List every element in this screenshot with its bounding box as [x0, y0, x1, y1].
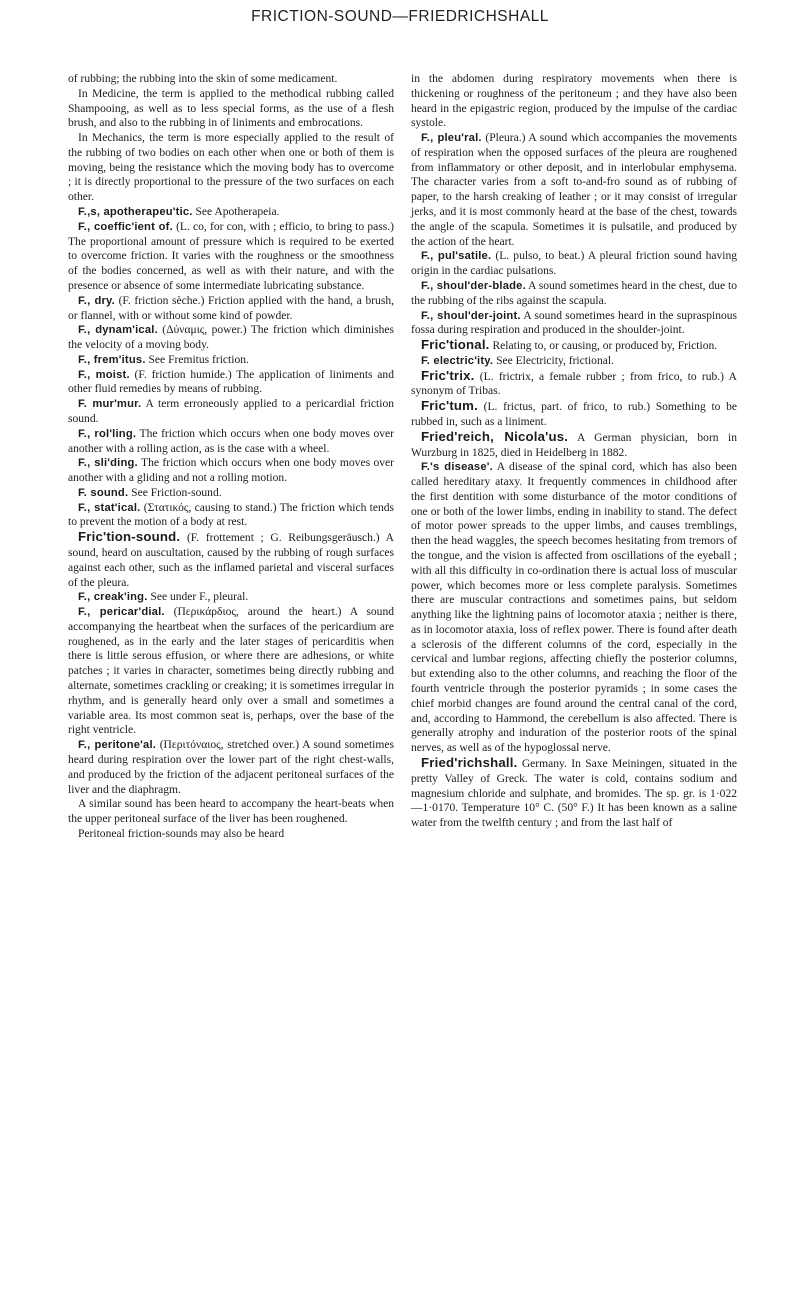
sub-entry [411, 131, 737, 249]
sub-entry [68, 205, 394, 220]
body-paragraph [68, 827, 394, 842]
sub-entry [68, 456, 394, 486]
main-entry [411, 338, 737, 354]
entry-text: Peritoneal friction-sounds may also be heard [78, 827, 285, 840]
sub-entry [411, 460, 737, 756]
entry-text: (L. frictus, part. of frico, to rub.) Something to be rubbed in, such as a liniment. [411, 401, 737, 428]
left-column [68, 72, 394, 842]
entry-headword: F.'s disease'. [421, 461, 493, 474]
entry-headword: F., shoul'der-blade. [421, 279, 526, 292]
entry-text: See under F., pleural. [147, 591, 249, 604]
entry-headword: Fric'trix. [421, 367, 475, 383]
entry-text: See Apotherapeia. [192, 206, 280, 219]
entry-text: in the abdomen during respiratory movements when there is thickening or roughness of the peritoneum ; and they have also been heard in the epigastric region, produced by the impulse of the cardiac systole. [411, 73, 737, 130]
main-entry [411, 756, 737, 831]
sub-entry [68, 590, 394, 605]
entry-headword: F., pul'satile. [421, 250, 492, 263]
entry-text: (F. friction humide.) The application of liniments and other fluid remedies by means of rubbing. [68, 368, 394, 396]
entry-headword: F., dynam'ical. [78, 324, 158, 337]
continued-paragraph [411, 72, 737, 131]
entry-text: A sound sometimes heard in the supraspinous fossa during respiration and produced in the shoulder-joint. [411, 309, 738, 337]
main-entry [411, 399, 737, 430]
entry-headword: F., creak'ing. [78, 591, 148, 604]
entry-text: (Pleura.) A sound which accompanies the movements of respiration when the opposed surfaces of the pleura are roughened from inflammatory or other deposit, and in interlobular emphysema. The character varies from a soft to-and-fro sound as of rubbing of paper, to the harsh creaking of leather ; or it may consist of irregular jerks, and it is most commonly heard at the base of the chest, towards the angle of the scapula. Sometimes it is pulsatile, and produced by the action of the heart. [411, 132, 738, 248]
entry-text: (L. co, for con, with ; efficio, to bring to pass.) The proportional amount of pressure which is required to be exerted to overcome friction. It varies with the roughness or the smoothness of the bodies concerned, as well as with their nature, and with the presence or absence of some intermediate lubricating substance. [68, 220, 394, 292]
entry-text: (F. friction sèche.) Friction applied with the hand, a brush, or flannel, with or without some kind of powder. [68, 294, 394, 322]
sub-entry [411, 309, 737, 339]
entry-headword: F., frem'itus. [78, 353, 146, 366]
entry-text: (Δύναμις, power.) The friction which diminishes the velocity of a moving body. [68, 324, 395, 352]
sub-entry [68, 397, 394, 427]
sub-entry [68, 605, 394, 738]
entry-headword: F., peritone'al. [78, 739, 157, 752]
entry-text: Relating to, or causing, or produced by, Friction. [489, 340, 718, 353]
entry-headword: F., dry. [78, 294, 115, 307]
entry-text: The friction which occurs when one body moves over another with a rolling action, as is the case with a wheel. [68, 427, 394, 455]
entry-headword: F.,s, apotherapeu'tic. [78, 206, 193, 219]
page-header: FRICTION-SOUND—FRIEDRICHSHALL [251, 8, 549, 25]
entry-headword: F., pleu'ral. [421, 132, 482, 145]
entry-headword: F. mur'mur. [78, 398, 142, 411]
entry-headword: F., moist. [78, 368, 130, 381]
entry-headword: F., sli'ding. [78, 457, 138, 470]
entry-text: (Περιτόναιος, stretched over.) A sound sometimes heard during respiration over the lower part of the right chest-walls, and produced by the friction of the adjacent peritoneal surfaces of the liver and the diaphragm. [68, 739, 394, 796]
body-paragraph [68, 87, 394, 131]
sub-entry [68, 294, 394, 324]
entry-headword: F., rol'ling. [78, 427, 137, 440]
sub-entry [68, 323, 394, 353]
entry-text: A German physician, born in Wurzburg in 1825, died in Heidelberg in 1882. [411, 431, 737, 459]
main-entry [411, 430, 737, 461]
sub-entry [411, 279, 737, 309]
sub-entry [68, 501, 394, 531]
main-entry [411, 369, 737, 400]
entry-headword: F., stat'ical. [78, 501, 141, 514]
entry-headword: Fried'reich, Nicola'us. [421, 428, 569, 444]
entry-text: The friction which occurs when one body moves over another with a gliding and not a rolling motion. [68, 457, 394, 485]
body-paragraph [68, 131, 394, 205]
sub-entry [68, 220, 394, 294]
entry-text: (L. frictrix, a female rubber ; from frico, to rub.) A synonym of Tribas. [411, 370, 737, 398]
entry-text: (Στατικός, causing to stand.) The friction which tends to prevent the motion of a body at rest. [68, 501, 395, 529]
sub-entry [68, 486, 394, 501]
entry-text: See Electricity, frictional. [493, 354, 614, 367]
entry-text: A disease of the spinal cord, which has also been called hereditary ataxy. It frequently commences in childhood after the first dentition with some disturbance of the motor conditions of one or both of the lower limbs, ending in inability to stand. The defect of motor power spreads to the upper limbs, and causes tremblings, then the head waggles, the speech becomes hesitating from tremors of the tongue, and the vision is affected from oscillations of the eyeball ; with all this difficulty in co-ordination there is actual loss of muscular power, which becomes more or less complete paralysis. Sometimes there are muscular contractions and sometimes pains, but seldom anything like the lightning pains of locomotor ataxia ; neither is there, as in locomotor ataxia, loss of reflex power. There is found after death a sclerosis of the different columns of the cord, especially in the cervical and lumbar regions, affecting chiefly the posterior columns, but extending also to the other columns, and reaching the floor of the fourth ventricle through the posterior pyramids ; in some cases the chief morbid changes are found around the central canal of the cord, and, according to Hammond, the cerebellum is also affected. There is generally atrophy and induration of the posterior roots of the spinal nerves, as well as of the hypoglossal nerve. [411, 461, 737, 755]
sub-entry [411, 249, 737, 279]
entry-headword: Fric'tional. [421, 337, 490, 353]
entry-headword: F., pericar'dial. [78, 606, 165, 619]
entry-headword: Fric'tum. [421, 398, 478, 414]
entry-text: of rubbing; the rubbing into the skin of some medicament. [68, 73, 338, 85]
entry-text: A sound sometimes heard in the chest, due to the rubbing of the ribs against the scapula. [411, 279, 737, 307]
entry-text: A term erroneously applied to a pericardial friction sound. [68, 398, 394, 425]
entry-headword: F., coeffic'ient of. [78, 220, 173, 233]
entry-headword: Fried'richshall. [421, 754, 518, 770]
entry-headword: F., shoul'der-joint. [421, 309, 521, 322]
entry-text: (L. pulso, to beat.) A pleural friction sound having origin in the cardiac pulsations. [411, 250, 737, 278]
entry-headword: Fric'tion-sound. [78, 529, 181, 545]
entry-text: (F. frottement ; G. Reibungsgeräusch.) A sound, heard on auscultation, caused by the rubbing of rough surfaces against each other, such as the inflamed parietal and visceral surfaces of the pleura. [68, 532, 394, 589]
right-column [411, 72, 737, 831]
entry-text: See Friction-sound. [128, 486, 222, 499]
sub-entry [68, 353, 394, 368]
entry-headword: F. sound. [78, 486, 129, 499]
continued-paragraph [68, 72, 394, 87]
sub-entry [411, 354, 737, 369]
entry-text: Germany. In Saxe Meiningen, situated in the pretty Valley of Greck. The water is cold, contains sodium and magnesium chloride and sulphate, and bromides. The sp. gr. is 1·022—1·0170. Temperature 10° C. (50° F.) It has been known as a saline water from the twelfth century ; and from the last half of [411, 757, 737, 830]
sub-entry [68, 738, 394, 797]
sub-entry [68, 427, 394, 457]
entry-text: In Mechanics, the term is more especially applied to the result of the rubbing of two bodies on each other when one or both of them is moving, being the resistance which the moving body has to overcome ; it is directly proportional to the pressure of the two surfaces on each other. [68, 132, 394, 204]
body-paragraph [68, 797, 394, 827]
sub-entry [68, 368, 394, 398]
entry-text: (Περικάρδιος, around the heart.) A sound accompanying the heartbeat when the surfaces of the pericardium are roughened, as in the early and the later stages of pericarditis when there is little serous effusion, or where there are adhesions, or white patches ; it varies in character, sometimes being directly rubbing and alternate, sometimes crackling or creaking; it is sometimes irregular in rhythm, and is generally heard only over a small and sometimes a variable area. Its most common seat is, perhaps, over the base of the right ventricle. [68, 606, 394, 737]
entry-headword: F. electric'ity. [421, 354, 494, 367]
entry-text: A similar sound has been heard to accompany the heart-beats when the upper peritoneal surface of the liver has been roughened. [68, 798, 394, 826]
entry-text: See Fremitus friction. [145, 353, 249, 366]
entry-text: In Medicine, the term is applied to the methodical rubbing called Shampooing, as well as to less special forms, as the use of a flesh brush, and also to the rubbing in of liniments and embrocations. [68, 87, 394, 130]
main-entry [68, 530, 394, 590]
